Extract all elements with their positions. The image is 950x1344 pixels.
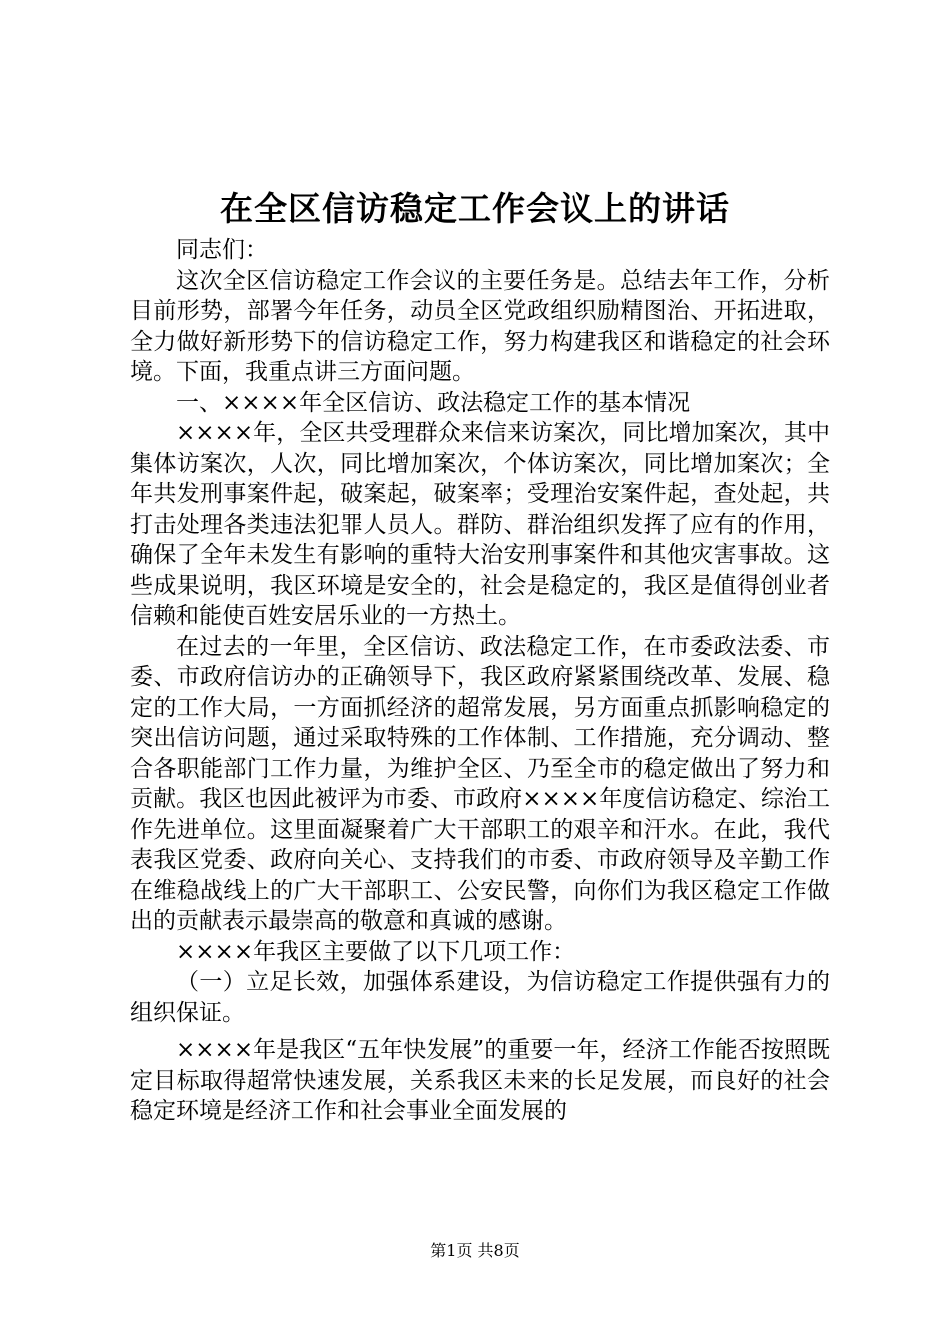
- paragraph-continued: ××××年是我区“五年快发展”的重要一年，经济工作能否按照既定目标取得超常快速发展，关系我区未来的长足发展，而良好的社会稳定环境是经济工作和社会事业全面发展的: [130, 1037, 830, 1124]
- salutation: 同志们：: [176, 237, 268, 263]
- section-heading: 一、××××年全区信访、政法稳定工作的基本情况: [176, 389, 691, 416]
- page-indicator: 第1页 共8页: [430, 1241, 520, 1260]
- paragraph-work-items: ××××年我区主要做了以下几项工作：: [176, 938, 576, 965]
- paragraph-intro: 这次全区信访稳定工作会议的主要任务是。总结去年工作，分析目前形势，部署今年任务，动员全区党政组织励精图治、开拓进取，全力做好新形势下的信访稳定工作，努力构建我区和谐稳定的社会环境。下面，我重点讲三方面问题。: [130, 267, 830, 385]
- document-title: 在全区信访稳定工作会议上的讲话: [220, 189, 730, 228]
- paragraph-statistics: ××××年，全区共受理群众来信来访案次，同比增加案次，其中集体访案次，人次，同比增加案次，个体访案次，同比增加案次；全年共发刑事案件起，破案起，破案率；受理治安案件起，查处起，共打击处理各类违法犯罪人员人。群防、群治组织发挥了应有的作用，确保了全年未发生有影响的重特大治安刑事案件和其他灾害事故。这些成果说明，我区环境是安全的，社会是稳定的，我区是值得创业者信赖和能使百姓安居乐业的一方热土。: [130, 420, 830, 629]
- paragraph-review: 在过去的一年里，全区信访、政法稳定工作，在市委政法委、市委、市政府信访办的正确领导下，我区政府紧紧围绕改革、发展、稳定的工作大局，一方面抓经济的超常发展，另方面重点抓影响稳定的突出信访问题，通过采取特殊的工作体制、工作措施，充分调动、整合各职能部门工作力量，为维护全区、乃至全市的稳定做出了努力和贡献。我区也因此被评为市委、市政府××××年度信访稳定、综治工作先进单位。这里面凝聚着广大干部职工的艰辛和汗水。在此，我代表我区党委、政府向关心、支持我们的市委、市政府领导及辛勤工作在维稳战线上的广大干部职工、公安民警，向你们为我区稳定工作做出的贡献表示最崇高的敬意和真诚的感谢。: [130, 633, 830, 934]
- document-body: [130, 235, 830, 1127]
- subsection-heading: （一）立足长效，加强体系建设，为信访稳定工作提供强有力的组织保证。: [130, 969, 830, 1026]
